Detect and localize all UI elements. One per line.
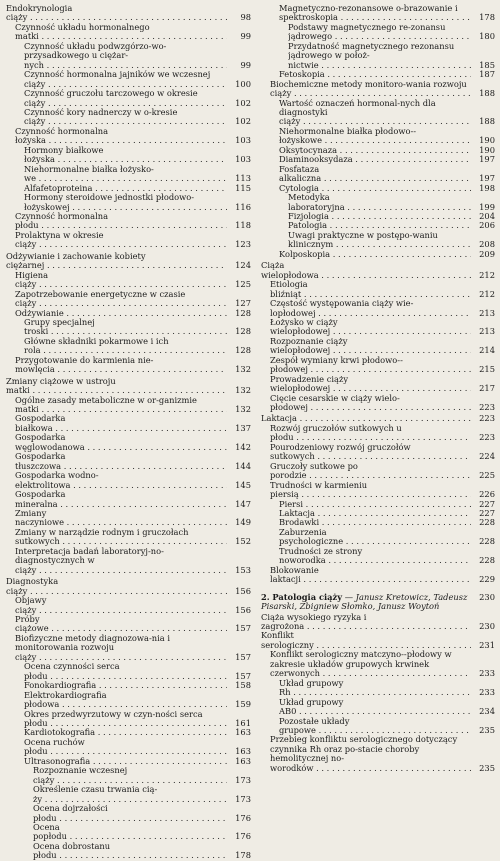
toc-entry (6, 184, 251, 193)
toc-entry-page: 157 (229, 624, 251, 633)
toc-entry-page: 225 (473, 471, 495, 480)
toc-entry (261, 23, 495, 42)
toc-entry-title: Konflikt serologiczny . . . (261, 631, 471, 650)
toc-entry-title: Ultrasonografia . . . (24, 757, 227, 766)
toc-entry-page: 235 (473, 726, 495, 735)
toc-entry-title: Pourodzeniowy rozwój gruczołów sutkowych . . . (270, 443, 471, 462)
toc-entry (6, 728, 251, 737)
toc-entry-page: 213 (473, 309, 495, 318)
toc-entry-page: 113 (229, 174, 251, 183)
toc-entry-page: 187 (473, 70, 495, 79)
toc-entry-title: Rozpoznanie ciąży wielopłodowej . . . (270, 337, 471, 356)
toc-right-column (261, 4, 495, 773)
toc-entry-title: Ocena dojrzałości płodu . . . (33, 804, 227, 823)
toc-entry-page: 173 (229, 776, 251, 785)
toc-entry-page: 213 (473, 327, 495, 336)
toc-entry (261, 250, 495, 259)
toc-entry-title: Ocena popłodu . . . (33, 823, 227, 842)
toc-entry-title: Fizjologia . . . (288, 212, 471, 221)
toc-entry (6, 108, 251, 127)
toc-entry-title: Pozostałe układy grupowe . . . (279, 717, 471, 736)
toc-entry-title: Endokrynologia ciąży . . . (6, 4, 227, 23)
chapter-heading (261, 593, 495, 612)
toc-entry-title: Alfafetoproteina . . . (24, 184, 227, 193)
toc-entry (261, 221, 495, 230)
toc-entry-title: Niehormonalne białka łożysko-we . . . (24, 165, 227, 184)
toc-entry (261, 231, 495, 250)
toc-entry-title: Metodyka laboratoryjna . . . (288, 193, 471, 212)
toc-entry (6, 309, 251, 318)
toc-entry-page: 137 (229, 424, 251, 433)
toc-entry-title: Czynność gruczołu tarczowego w okresie ciąży . . . (24, 89, 227, 108)
toc-entry-page: 118 (229, 221, 251, 230)
toc-entry-title: Próby ciążowe . . . (15, 615, 227, 634)
toc-entry-page: 147 (229, 500, 251, 509)
toc-entry (261, 443, 495, 462)
toc-entry (6, 804, 251, 823)
toc-entry-title: Uwagi praktyczne w postępo-waniu klinicznym . . . (288, 231, 471, 250)
toc-entry (6, 396, 251, 415)
toc-entry (6, 89, 251, 108)
toc-entry-page: 128 (229, 327, 251, 336)
toc-entry-page: 132 (229, 365, 251, 374)
toc-entry-title: Podstawy magnetycznego re-zonansu jądrowego . . . (288, 23, 471, 42)
toc-entry (6, 471, 251, 490)
toc-entry-page: 227 (473, 509, 495, 518)
toc-entry (261, 318, 495, 337)
toc-entry (6, 785, 251, 804)
toc-entry (261, 735, 495, 773)
toc-entry-title: Elektrokardiografia płodowa . . . (24, 691, 227, 710)
toc-entry-page: 227 (473, 500, 495, 509)
toc-entry-title: Magnetyczno-rezonansowe o-brazowanie i spektroskopia . . . (279, 4, 471, 23)
toc-entry-page: 100 (229, 80, 251, 89)
toc-entry (6, 193, 251, 212)
chapter-number: 2. (261, 591, 270, 602)
toc-entry (261, 631, 495, 650)
toc-entry-title: Zmiany naczyniowe . . . (15, 509, 227, 528)
toc-entry (261, 70, 495, 79)
toc-entry-title: Brodawki . . . (279, 518, 471, 527)
toc-entry (261, 698, 495, 717)
toc-entry-page: 209 (473, 250, 495, 259)
toc-entry-title: Higiena ciąży . . . (15, 271, 227, 290)
chapter-dash: — (342, 591, 356, 602)
toc-entry-title: Zmiany ciążowe w ustroju matki . . . (6, 377, 227, 396)
toc-entry-title: Czynność hormonalna łożyska . . . (15, 127, 227, 146)
toc-entry-page: 128 (229, 346, 251, 355)
toc-entry-title: Czynność hormonalna płodu . . . (15, 212, 227, 231)
toc-entry (6, 356, 251, 375)
toc-left-column (6, 4, 251, 861)
toc-entry-page: 217 (473, 384, 495, 393)
toc-entry-page: 233 (473, 688, 495, 697)
toc-entry-page: 224 (473, 452, 495, 461)
toc-entry-page: 144 (229, 462, 251, 471)
toc-entry (261, 424, 495, 443)
toc-entry-title: Czynność kory nadnerczy w o-kresie ciąży . . . (24, 108, 227, 127)
toc-entry-title: Czynność układu hormonalnego matki . . . (15, 23, 227, 42)
toc-entry-page: 228 (473, 537, 495, 546)
toc-entry (6, 528, 251, 547)
toc-entry (6, 738, 251, 757)
toc-entry (261, 155, 495, 164)
toc-entry-page: 145 (229, 481, 251, 490)
toc-entry (6, 710, 251, 729)
toc-entry (261, 509, 495, 518)
toc-entry-page: 115 (229, 184, 251, 193)
toc-entry-page: 98 (229, 13, 251, 22)
toc-entry-title: Oksytocynaza . . . (279, 146, 471, 155)
toc-entry-page: 185 (473, 61, 495, 70)
toc-entry-page: 132 (229, 405, 251, 414)
toc-entry (261, 518, 495, 527)
toc-entry-title: Ciąża wysokiego ryzyka i zagrożona . . . (261, 613, 471, 632)
toc-entry-title: Fosfataza alkaliczna . . . (279, 165, 471, 184)
toc-entry-page: 176 (229, 832, 251, 841)
toc-entry-title: Hormony białkowe łożyska . . . (24, 146, 227, 165)
toc-entry-title: Przebieg konfliktu serologicznego dotyczący czynnika Rh oraz po-stacie choroby hemolitycznej no-worodków . . . (270, 735, 471, 773)
toc-entry-page: 204 (473, 212, 495, 221)
toc-entry (6, 70, 251, 89)
toc-entry-page: 226 (473, 490, 495, 499)
toc-entry-page: 157 (229, 653, 251, 662)
toc-entry (261, 356, 495, 375)
toc-entry-page: 152 (229, 537, 251, 546)
toc-entry (6, 596, 251, 615)
toc-entry-title: Prolaktyna w okresie ciąży . . . (15, 231, 227, 250)
toc-entry-title: Gospodarka węglowodanowa . . . (15, 433, 227, 452)
toc-entry (6, 271, 251, 290)
toc-entry (6, 414, 251, 433)
toc-entry-title: Zapotrzebowanie energetyczne w czasie ciąży . . . (15, 290, 227, 309)
toc-entry-title: Konflikt serologiczny matczyno--płodowy w zakresie układów grupowych krwinek czerwonych . . . (270, 650, 471, 678)
toc-entry-title: Rozpoznanie wczesnej ciąży . . . (33, 766, 227, 785)
toc-entry-page: 214 (473, 346, 495, 355)
toc-entry (261, 462, 495, 481)
toc-entry-page: 132 (229, 386, 251, 395)
toc-entry (261, 184, 495, 193)
toc-entry-title: Etiologia bliźniąt . . . (270, 280, 471, 299)
toc-entry-page: 197 (473, 155, 495, 164)
toc-entry-page: 102 (229, 99, 251, 108)
toc-entry (261, 127, 495, 146)
toc-entry-page: 156 (229, 587, 251, 596)
toc-entry-title: Laktacja . . . (261, 414, 471, 423)
toc-entry-page: 223 (473, 433, 495, 442)
toc-entry (261, 613, 495, 632)
toc-entry-page: 199 (473, 203, 495, 212)
toc-entry (261, 42, 495, 70)
toc-entry-title: Trudności ze strony noworodka . . . (279, 547, 471, 566)
toc-entry-page: 228 (473, 556, 495, 565)
toc-entry-title: Odżywianie i zachowanie kobiety ciężarnej . . . (6, 252, 227, 271)
toc-entry-page: 157 (229, 672, 251, 681)
toc-entry-page: 99 (229, 32, 251, 41)
toc-entry-title: Cytologia . . . (279, 184, 471, 193)
toc-entry (261, 375, 495, 394)
toc-entry-title: Określenie czasu trwania cią-ży . . . (33, 785, 227, 804)
toc-entry-title: Zaburzenia psychologiczne . . . (279, 528, 471, 547)
toc-entry (6, 252, 251, 271)
toc-entry (6, 691, 251, 710)
toc-entry (6, 318, 251, 337)
toc-entry-title: Niehormonalne białka płodowo--łożyskowe . . . (279, 127, 471, 146)
toc-entry (261, 414, 495, 423)
toc-entry (261, 650, 495, 678)
toc-entry-page: 188 (473, 117, 495, 126)
chapter-title: Patologia ciąży (272, 591, 343, 602)
toc-entry-title: Hormony steroidowe jednostki płodowo-łożyskowej . . . (24, 193, 227, 212)
toc-entry-title: Układ grupowy Rh . . . (279, 679, 471, 698)
toc-entry-page: 223 (473, 414, 495, 423)
toc-entry-page: 127 (229, 299, 251, 308)
toc-entry-title: Gruczoły sutkowe po porodzie . . . (270, 462, 471, 481)
toc-entry-page: 125 (229, 280, 251, 289)
toc-entry-title: Ocena ruchów płodu . . . (24, 738, 227, 757)
toc-entry-title: Układ grupowy AB0 . . . (279, 698, 471, 717)
toc-entry (261, 280, 495, 299)
toc-entry-page: 103 (229, 155, 251, 164)
toc-entry-page: 231 (473, 641, 495, 650)
toc-entry-page: 234 (473, 707, 495, 716)
toc-entry-title: Przygotowanie do karmienia nie-mowlęcia . . . (15, 356, 227, 375)
toc-entry (6, 337, 251, 356)
toc-entry-title: Ogólne zasady metaboliczne w or-ganizmie matki . . . (15, 396, 227, 415)
toc-entry (261, 99, 495, 127)
toc-entry-title: Kolposkopia . . . (279, 250, 471, 259)
toc-right-list-1 (261, 4, 495, 585)
toc-entry-page: 233 (473, 669, 495, 678)
toc-entry (6, 757, 251, 766)
toc-entry-page: 116 (229, 203, 251, 212)
toc-entry-page: 223 (473, 403, 495, 412)
toc-entry (6, 577, 251, 596)
toc-entry (6, 433, 251, 452)
toc-entry (6, 615, 251, 634)
toc-entry (6, 490, 251, 509)
toc-entry (261, 261, 495, 280)
toc-entry-page: 235 (473, 764, 495, 773)
toc-entry-page: 178 (473, 13, 495, 22)
toc-entry-page: 198 (473, 184, 495, 193)
toc-entry-title: Diaminooksydaza . . . (279, 155, 471, 164)
toc-entry-title: Trudności w karmieniu piersią . . . (270, 481, 471, 500)
toc-entry-title: Laktacja . . . (279, 509, 471, 518)
toc-entry (261, 547, 495, 566)
toc-entry-title: Zmiany w narządzie rodnym i gruczołach sutkowych . . . (15, 528, 227, 547)
toc-entry (261, 566, 495, 585)
toc-entry-page: 156 (229, 606, 251, 615)
toc-entry-title: Przydatność magnetycznego rezonansu jądrowego w położ-nictwie . . . (288, 42, 471, 70)
toc-entry-page: 190 (473, 136, 495, 145)
toc-entry-page: 142 (229, 443, 251, 452)
toc-entry (261, 528, 495, 547)
toc-entry (6, 127, 251, 146)
toc-entry-title: Objawy ciąży . . . (15, 596, 227, 615)
toc-entry-page: 212 (473, 271, 495, 280)
toc-entry-title: Patologia . . . (288, 221, 471, 230)
toc-entry-title: Interpretacja badań laboratoryj-no-diagnostycznych w ciąży . . . (15, 547, 227, 575)
toc-right-list-2 (261, 613, 495, 774)
toc-entry (6, 681, 251, 690)
toc-entry (261, 394, 495, 413)
toc-entry-title: Okres przedwyrzutowy w czyn-ności serca płodu . . . (24, 710, 227, 729)
toc-entry (261, 193, 495, 212)
toc-entry (6, 823, 251, 842)
toc-entry-title: Blokowanie laktacji . . . (270, 566, 471, 585)
toc-entry (6, 290, 251, 309)
toc-entry-title: Fetoskopia . . . (279, 70, 471, 79)
toc-entry (6, 212, 251, 231)
toc-entry (6, 4, 251, 23)
toc-entry-page: 208 (473, 240, 495, 249)
toc-entry-page: 215 (473, 365, 495, 374)
toc-entry-page: 212 (473, 290, 495, 299)
toc-entry-title: Czynność układu podwzgórzo-wo-przysadkowego u ciężar-nych . . . (24, 42, 227, 70)
toc-entry-title: Gospodarka tłuszczowa . . . (15, 452, 227, 471)
toc-entry-page: 149 (229, 518, 251, 527)
toc-entry-page: 161 (229, 719, 251, 728)
toc-entry-title: Rozwój gruczołów sutkowych u płodu . . . (270, 424, 471, 443)
toc-entry (6, 766, 251, 785)
toc-entry-page: 128 (229, 309, 251, 318)
toc-entry (261, 679, 495, 698)
toc-entry (261, 4, 495, 23)
toc-entry (261, 165, 495, 184)
toc-entry (6, 662, 251, 681)
toc-entry-title: Główne składniki pokarmowe i ich rola . . . (24, 337, 227, 356)
toc-entry-title: Biochemiczne metody monitoro-wania rozwoju ciąży . . . (270, 80, 471, 99)
toc-entry-title: Grupy specjalnej troski . . . (24, 318, 227, 337)
toc-entry (6, 165, 251, 184)
toc-entry-title: Wartość oznaczeń hormonal-nych dla diagnostyki ciąży . . . (279, 99, 471, 127)
toc-entry (6, 547, 251, 575)
toc-entry-page: 123 (229, 240, 251, 249)
toc-entry-page: 103 (229, 136, 251, 145)
toc-entry (6, 509, 251, 528)
toc-entry (261, 80, 495, 99)
toc-entry-title: Diagnostyka ciąży . . . (6, 577, 227, 596)
toc-entry (261, 337, 495, 356)
toc-entry-title: Ocena czynności serca płodu . . . (24, 662, 227, 681)
toc-entry-title: Cięcie cesarskie w ciąży wielo-płodowej . . . (270, 394, 471, 413)
toc-entry-title: Piersi . . . (279, 500, 471, 509)
toc-entry (6, 452, 251, 471)
toc-entry-page: 178 (229, 851, 251, 860)
toc-entry (6, 23, 251, 42)
toc-entry-page: 163 (229, 757, 251, 766)
toc-entry-title: Łożysko w ciąży wielopłodowej . . . (270, 318, 471, 337)
toc-entry (261, 212, 495, 221)
toc-entry-page: 173 (229, 795, 251, 804)
toc-entry-page: 159 (229, 700, 251, 709)
toc-entry (261, 500, 495, 509)
toc-entry-page: 163 (229, 747, 251, 756)
toc-entry (261, 717, 495, 736)
toc-entry-page: 230 (473, 622, 495, 631)
toc-entry-title: Ocena dobrostanu płodu . . . (33, 842, 227, 861)
toc-entry-page: 206 (473, 221, 495, 230)
toc-entry-page: 163 (229, 728, 251, 737)
toc-entry-title: Częstość występowania ciąży wie-lopłodowej . . . (270, 299, 471, 318)
toc-entry-title: Zespół wymiany krwi płodowo--płodowej . . . (270, 356, 471, 375)
toc-entry-title: Kardiotokografia . . . (24, 728, 227, 737)
toc-entry-title: Odżywianie . . . (15, 309, 227, 318)
toc-entry-page: 197 (473, 174, 495, 183)
toc-entry-title: Ciąża wielopłodowa . . . (261, 261, 471, 280)
toc-entry-page: 188 (473, 89, 495, 98)
toc-entry (261, 146, 495, 155)
toc-entry-page: 153 (229, 566, 251, 575)
toc-entry-page: 102 (229, 117, 251, 126)
toc-entry (6, 377, 251, 396)
toc-entry-title: Czynność hormonalna jajników we wczesnej ciąży . . . (24, 70, 227, 89)
chapter-authors: Janusz Kretowicz, Tadeusz Pisarski, Zbigniew Słomko, Janusz Woytoń (261, 591, 468, 612)
toc-entry (261, 299, 495, 318)
toc-entry-page: 228 (473, 518, 495, 527)
toc-entry-page: 99 (229, 61, 251, 70)
toc-entry-title: Prowadzenie ciąży wielopłodowej . . . (270, 375, 471, 394)
chapter-page-number: 230 (479, 591, 495, 602)
toc-entry (6, 146, 251, 165)
toc-entry (6, 634, 251, 662)
toc-entry (261, 481, 495, 500)
toc-entry-page: 229 (473, 575, 495, 584)
toc-entry-page: 180 (473, 32, 495, 41)
toc-entry-title: Gospodarka mineralna . . . (15, 490, 227, 509)
toc-entry-page: 124 (229, 261, 251, 270)
toc-entry (6, 842, 251, 861)
toc-entry-title: Fonokardiografia . . . (24, 681, 227, 690)
toc-entry-title: Gospodarka białkowa . . . (15, 414, 227, 433)
toc-entry-page: 190 (473, 146, 495, 155)
toc-entry (6, 231, 251, 250)
toc-entry-title: Gospodarka wodno-elektrolitowa . . . (15, 471, 227, 490)
toc-entry-title: Biofizyczne metody diagnozowa-nia i monitorowania rozwoju ciąży . . . (15, 634, 227, 662)
toc-entry-page: 176 (229, 814, 251, 823)
toc-entry (6, 42, 251, 70)
toc-entry-page: 158 (229, 681, 251, 690)
